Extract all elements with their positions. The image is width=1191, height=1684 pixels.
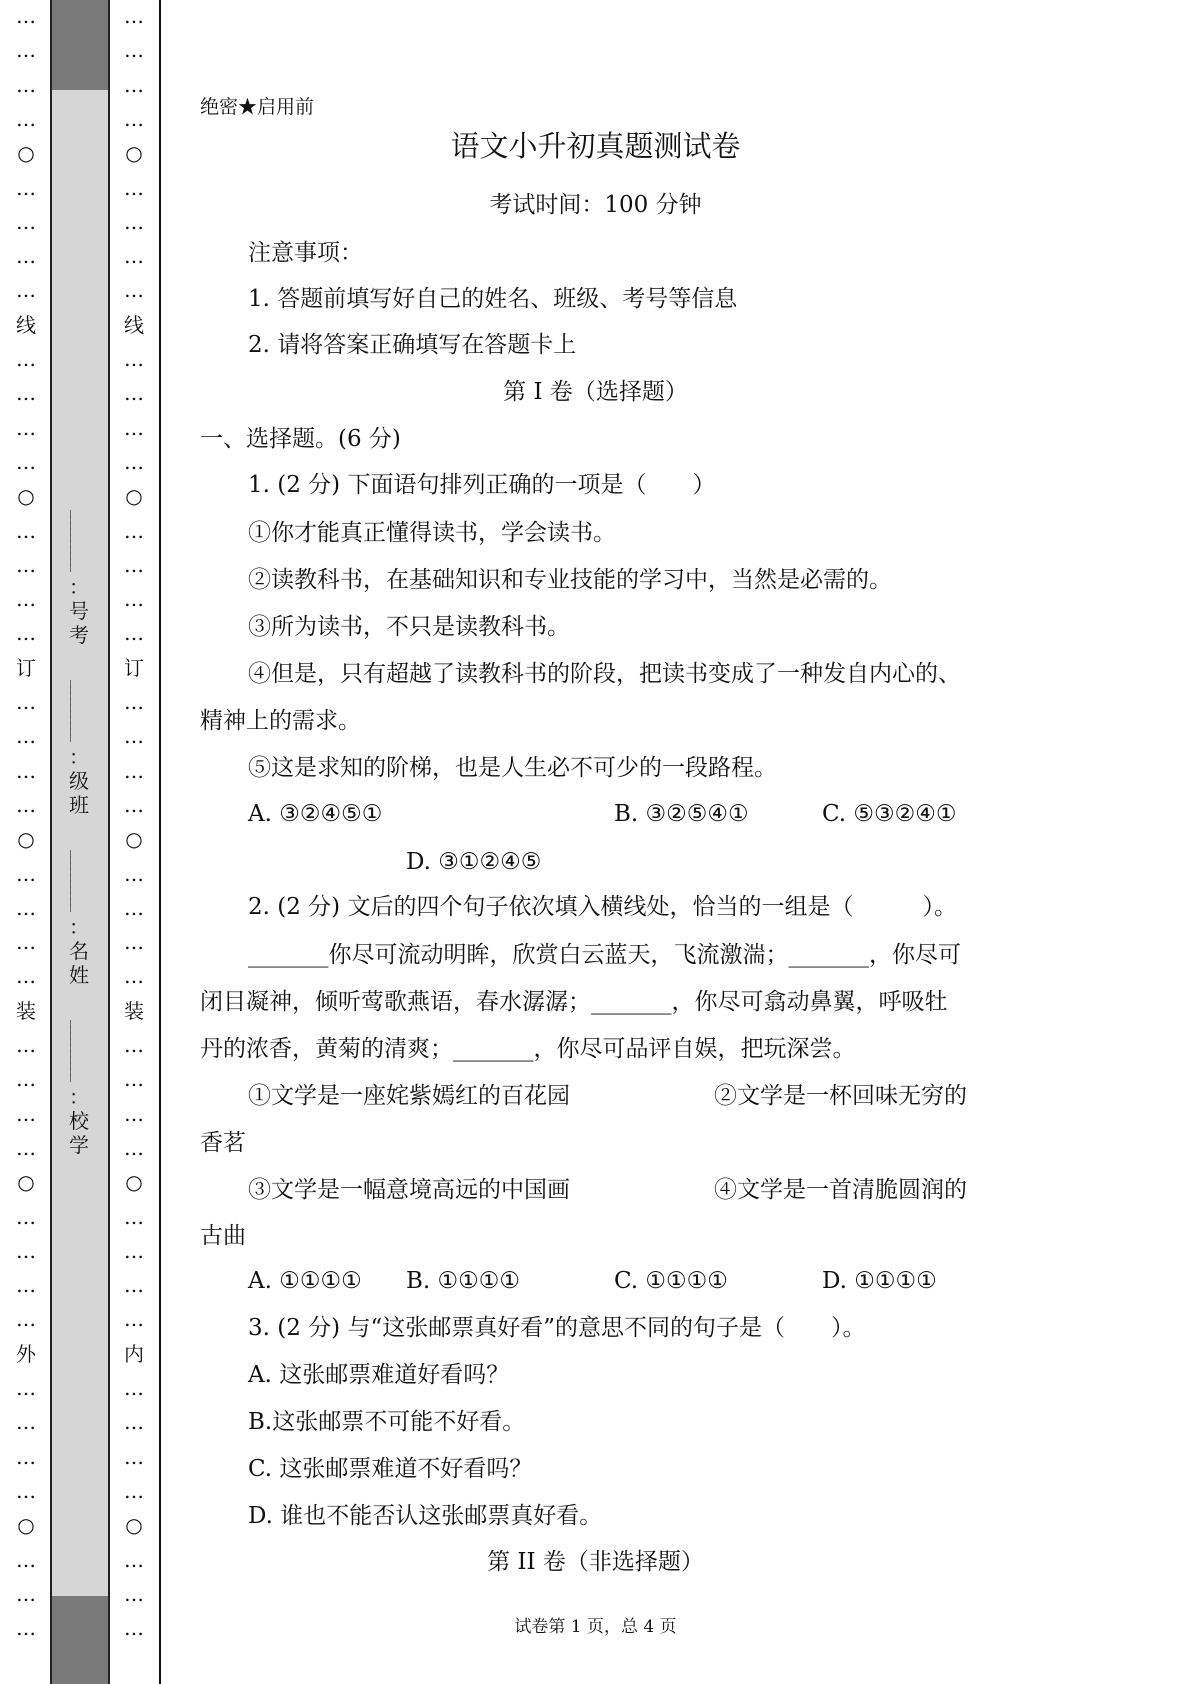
inner-dot-marker: … xyxy=(124,1307,144,1332)
outer-dot-marker: … xyxy=(16,1101,36,1126)
outer-circle-marker: ○ xyxy=(17,141,35,166)
outer-dot-marker: … xyxy=(16,1067,36,1092)
q2-option-b: B. ①①①① xyxy=(406,1268,521,1294)
outer-dot-marker: … xyxy=(16,621,36,646)
inner-dot-marker: … xyxy=(124,175,144,200)
inner-label: 装 xyxy=(124,998,144,1023)
q2-option-c: C. ①①①① xyxy=(614,1268,728,1294)
inner-dot-marker: … xyxy=(124,1273,144,1298)
inner-dot-marker: … xyxy=(124,861,144,886)
outer-dot-marker: … xyxy=(16,1616,36,1641)
outer-dot-marker: … xyxy=(16,1238,36,1263)
q2-choice-3: ③文学是一幅意境高远的中国画 xyxy=(248,1177,570,1203)
binding-line xyxy=(159,0,161,1684)
q3-option-a: A. 这张邮票难道好看吗？ xyxy=(248,1362,510,1388)
exam-number-label: ： 号 考 xyxy=(69,575,89,647)
outer-dot-marker: … xyxy=(16,38,36,63)
class-field: __________ ： 级 班 xyxy=(64,680,94,817)
q2-choice-4-cont: 古曲 xyxy=(200,1223,246,1249)
outer-label: 装 xyxy=(16,998,36,1023)
inner-dot-marker: … xyxy=(124,1547,144,1572)
outer-dot-marker: … xyxy=(16,244,36,269)
outer-dot-marker: … xyxy=(16,1410,36,1435)
outer-dot-marker: … xyxy=(16,1135,36,1160)
q1-option-a: A. ③②④⑤① xyxy=(248,801,383,827)
q2-stem: 2. (2 分) 文后的四个句子依次填入横线处，恰当的一组是（ ）。 xyxy=(248,894,957,920)
outer-dot-marker: … xyxy=(16,4,36,28)
outer-dot-marker: … xyxy=(16,278,36,303)
outer-dot-marker: … xyxy=(16,930,36,955)
outer-dot-marker: … xyxy=(16,1307,36,1332)
class-label: ： 级 班 xyxy=(69,745,89,817)
outer-dot-marker: … xyxy=(16,72,36,97)
inner-dot-marker: … xyxy=(124,964,144,989)
q2-option-d: D. ①①①① xyxy=(822,1268,937,1294)
inner-dot-marker: … xyxy=(124,106,144,131)
page-footer: 试卷第 1 页，总 4 页 xyxy=(514,1617,677,1637)
outer-dot-marker: … xyxy=(16,1547,36,1572)
outer-dot-marker: … xyxy=(16,209,36,234)
outer-dot-marker: … xyxy=(16,1204,36,1229)
inner-dot-marker: … xyxy=(124,1135,144,1160)
inner-dot-marker: … xyxy=(124,1616,144,1641)
inner-dot-marker: … xyxy=(124,1238,144,1263)
inner-dot-marker: … xyxy=(124,895,144,920)
q1-sentence-3: ③所为读书，不只是读教科书。 xyxy=(248,614,570,640)
q1-sentence-5: ⑤这是求知的阶梯，也是人生必不可少的一段路程。 xyxy=(248,755,777,781)
q2-passage-line: _______你尽可流动明眸，欣赏白云蓝天，飞流激湍；_______，你尽可 xyxy=(248,942,961,968)
name-label: ： 名 姓 xyxy=(69,915,89,987)
inner-circle-marker: ○ xyxy=(125,827,143,852)
inner-circle-marker: ○ xyxy=(125,1170,143,1195)
outer-binding-column xyxy=(6,0,46,1684)
inner-dot-marker: … xyxy=(124,1204,144,1229)
exam-number-field: __________ ： 号 考 xyxy=(64,510,94,647)
inner-dot-marker: … xyxy=(124,690,144,714)
inner-dot-marker: … xyxy=(124,1376,144,1400)
outer-dot-marker: … xyxy=(16,1478,36,1503)
outer-dot-marker: … xyxy=(16,347,36,371)
q3-stem: 3. (2 分) 与“这张邮票真好看”的意思不同的句子是（ ）。 xyxy=(248,1315,866,1341)
outer-dot-marker: … xyxy=(16,552,36,577)
school-field: __________ ： 校 学 xyxy=(64,1020,94,1157)
inner-dot-marker: … xyxy=(124,518,144,543)
q2-choice-4: ④文学是一首清脆圆润的 xyxy=(714,1177,967,1203)
inner-binding-column xyxy=(114,0,154,1684)
inner-circle-marker: ○ xyxy=(125,1513,143,1538)
inner-dot-marker: … xyxy=(124,244,144,269)
inner-circle-marker: ○ xyxy=(125,484,143,509)
inner-dot-marker: … xyxy=(124,724,144,749)
q3-option-b: B.这张邮票不可能不好看。 xyxy=(248,1409,526,1435)
q3-option-d: D. 谁也不能否认这张邮票真好看。 xyxy=(248,1503,603,1529)
outer-label: 外 xyxy=(16,1341,36,1366)
q3-option-c: C. 这张邮票难道不好看吗？ xyxy=(248,1456,533,1482)
q2-choice-1: ①文学是一座姹紫嫣红的百花园 xyxy=(248,1083,570,1109)
confidential-mark: 绝密★启用前 xyxy=(200,96,315,118)
outer-dot-marker: … xyxy=(16,449,36,474)
outer-circle-marker: ○ xyxy=(17,484,35,509)
q2-choice-2-cont: 香茗 xyxy=(200,1130,246,1156)
q1-sentence-4: ④但是，只有超越了读教科书的阶段，把读书变成了一种发自内心的、 xyxy=(248,661,961,687)
inner-dot-marker: … xyxy=(124,1478,144,1503)
q2-passage-line: 丹的浓香，黄菊的清爽；_______，你尽可品评自娱，把玩深尝。 xyxy=(200,1036,856,1062)
q2-choice-2: ②文学是一杯回味无穷的 xyxy=(714,1083,967,1109)
inner-dot-marker: … xyxy=(124,415,144,440)
inner-dot-marker: … xyxy=(124,621,144,646)
outer-dot-marker: … xyxy=(16,758,36,783)
q1-option-c: C. ⑤③②④① xyxy=(822,801,957,827)
inner-label: 订 xyxy=(124,655,144,680)
inner-dot-marker: … xyxy=(124,278,144,303)
outer-circle-marker: ○ xyxy=(17,1513,35,1538)
exam-time: 考试时间：100 分钟 xyxy=(489,192,702,218)
binding-strip xyxy=(50,0,110,1684)
outer-circle-marker: ○ xyxy=(17,1170,35,1195)
outer-label: 线 xyxy=(16,312,36,337)
outer-dot-marker: … xyxy=(16,964,36,989)
outer-dot-marker: … xyxy=(16,1376,36,1400)
note-item: 2. 请将答案正确填写在答题卡上 xyxy=(248,332,577,358)
outer-dot-marker: … xyxy=(16,1581,36,1606)
outer-dot-marker: … xyxy=(16,106,36,131)
outer-dot-marker: … xyxy=(16,1033,36,1057)
inner-dot-marker: … xyxy=(124,1067,144,1092)
inner-dot-marker: … xyxy=(124,1444,144,1469)
outer-dot-marker: … xyxy=(16,381,36,406)
notes-heading: 注意事项： xyxy=(248,240,363,266)
inner-dot-marker: … xyxy=(124,449,144,474)
outer-dot-marker: … xyxy=(16,861,36,886)
outer-dot-marker: … xyxy=(16,415,36,440)
q1-sentence-1: ①你才能真正懂得读书，学会读书。 xyxy=(248,520,616,546)
section1-title: 一、选择题。(6 分) xyxy=(200,426,401,452)
outer-dot-marker: … xyxy=(16,690,36,714)
part1-title: 第 I 卷（选择题） xyxy=(503,379,688,405)
q1-sentence-2: ②读教科书，在基础知识和专业技能的学习中，当然是必需的。 xyxy=(248,567,892,593)
q2-passage-line: 闭目凝神，倾听莺歌燕语，春水潺潺；_______，你尽可翕动鼻翼，呼吸牡 xyxy=(200,989,948,1015)
page-title: 语文小升初真题测试卷 xyxy=(450,129,741,163)
binding-strip-top-block xyxy=(52,0,108,90)
outer-dot-marker: … xyxy=(16,518,36,543)
school-label: ： 校 学 xyxy=(69,1085,89,1157)
inner-dot-marker: … xyxy=(124,38,144,63)
inner-circle-marker: ○ xyxy=(125,141,143,166)
inner-dot-marker: … xyxy=(124,930,144,955)
q1-option-d: D. ③①②④⑤ xyxy=(406,849,542,875)
q1-sentence-4-cont: 精神上的需求。 xyxy=(200,708,361,734)
name-field: __________ ： 名 姓 xyxy=(64,850,94,987)
inner-dot-marker: … xyxy=(124,1410,144,1435)
inner-dot-marker: … xyxy=(124,1033,144,1057)
inner-dot-marker: … xyxy=(124,1581,144,1606)
outer-label: 订 xyxy=(16,655,36,680)
outer-dot-marker: … xyxy=(16,1273,36,1298)
inner-dot-marker: … xyxy=(124,72,144,97)
outer-dot-marker: … xyxy=(16,792,36,817)
outer-dot-marker: … xyxy=(16,175,36,200)
q1-stem: 1. (2 分) 下面语句排列正确的一项是（ ） xyxy=(248,472,716,498)
inner-label: 内 xyxy=(124,1341,144,1366)
q1-option-b: B. ③②⑤④① xyxy=(614,801,749,827)
inner-dot-marker: … xyxy=(124,587,144,612)
outer-circle-marker: ○ xyxy=(17,827,35,852)
part2-title: 第 II 卷（非选择题） xyxy=(487,1549,704,1575)
inner-dot-marker: … xyxy=(124,552,144,577)
inner-dot-marker: … xyxy=(124,1101,144,1126)
inner-dot-marker: … xyxy=(124,792,144,817)
inner-dot-marker: … xyxy=(124,758,144,783)
outer-dot-marker: … xyxy=(16,1444,36,1469)
outer-dot-marker: … xyxy=(16,724,36,749)
inner-dot-marker: … xyxy=(124,4,144,28)
outer-dot-marker: … xyxy=(16,587,36,612)
q2-option-a: A. ①①①① xyxy=(248,1268,362,1294)
outer-dot-marker: … xyxy=(16,895,36,920)
inner-dot-marker: … xyxy=(124,209,144,234)
note-item: 1. 答题前填写好自己的姓名、班级、考号等信息 xyxy=(248,286,738,312)
inner-dot-marker: … xyxy=(124,381,144,406)
inner-label: 线 xyxy=(124,312,144,337)
inner-dot-marker: … xyxy=(124,347,144,371)
